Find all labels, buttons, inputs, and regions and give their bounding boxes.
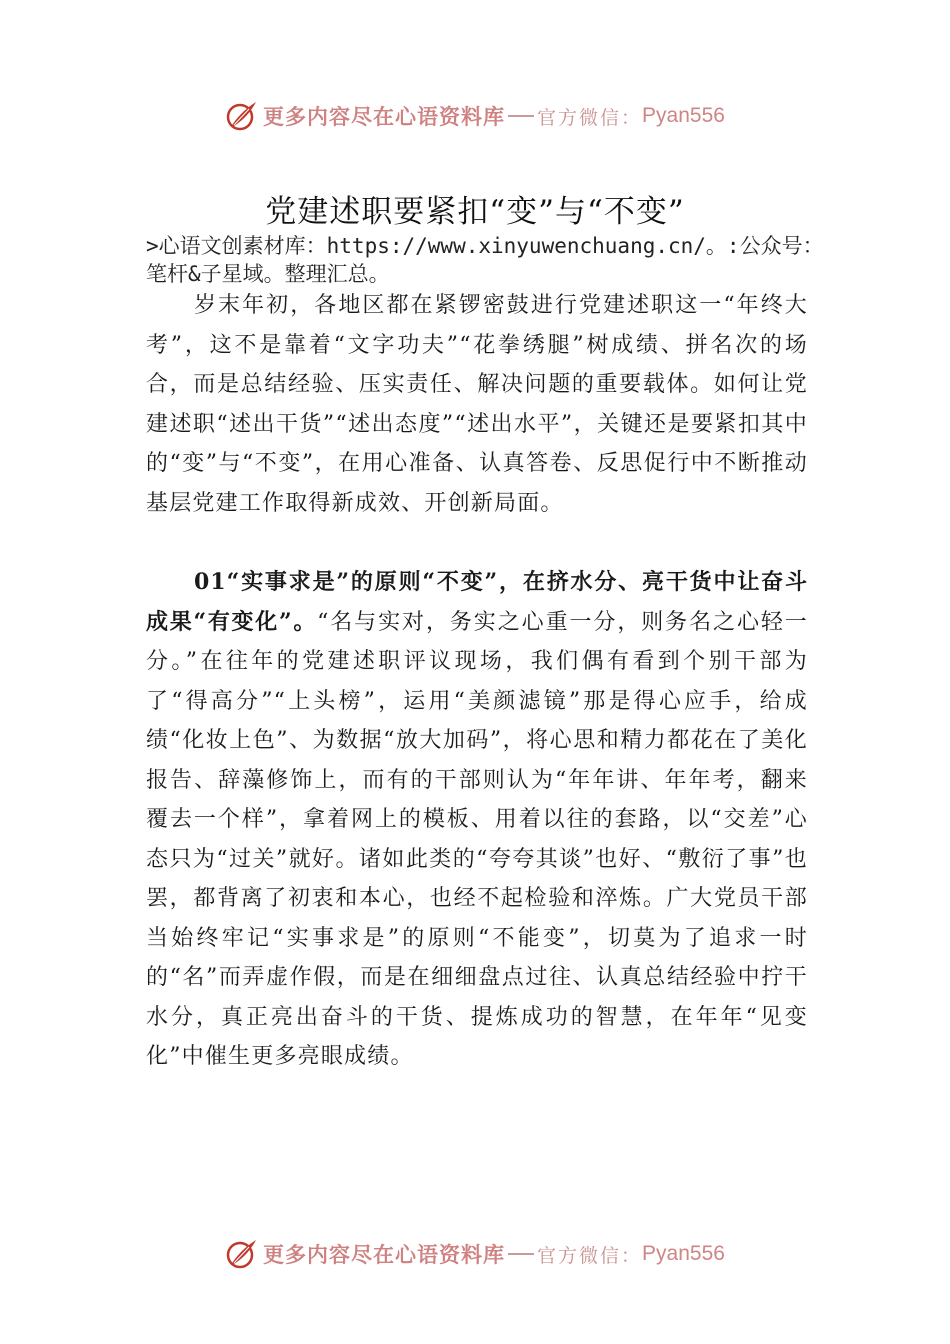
banner-brand-text: 更多内容尽在心语资料库 xyxy=(263,104,506,129)
banner-wechat-label: 官方微信： xyxy=(537,1244,643,1267)
banner-brand-text: 更多内容尽在心语资料库 xyxy=(263,1242,506,1267)
banner-wechat-handle: Pyan556 xyxy=(642,104,725,127)
section-1-body: “名与实对，务实之心重一分，则务名之心轻一分。”在往年的党建述职评议现场，我们偶有看到个别干部为了“得高分”“上头榜”，运用“美颜滤镜”那是得心应手，给成绩“化妆上色”、为数据“放大加码”，将心思和精力都花在了美化报告、辞藻修饰上，而有的干部则认为“年年讲、年年考，翻来覆去一个样”，拿着网上的模板、用着以往的套路，以“交差”心态只为“过关”就好。诸如此类的“夸夸其谈”也好、“敷衍了事”也罢，都背离了初衷和本心，也经不起检验和淬炼。广大党员干部当始终牢记“实事求是”的原则“不能变”，切莫为了追求一时的“名”而弄虚作假，而是在细细盘点过往、认真总结经验中拧干水分，真正亮出奋斗的干货、提炼成功的智慧，在年年“见变化”中催生更多亮眼成绩。 xyxy=(146,609,808,1069)
banner-divider xyxy=(508,115,534,117)
header-banner xyxy=(0,96,950,136)
quill-pen-logo-icon xyxy=(225,1237,259,1271)
banner-wechat-handle: Pyan556 xyxy=(642,1242,725,1265)
footer-banner xyxy=(0,1234,950,1274)
source-note: >心语文创素材库：https://www.xinyuwenchuang.cn/。:公众号：笔杆&子星域。整理汇总。 xyxy=(146,234,824,286)
document-title: 党建述职要紧扣“变”与“不变” xyxy=(265,194,685,230)
quill-pen-logo-icon xyxy=(225,99,259,133)
section-1-heading: 01“实事求是”的原则“不变”，在挤水分、亮干货中让奋斗成果“有变化”。 xyxy=(146,569,808,635)
banner-divider xyxy=(508,1253,534,1255)
section-1-paragraph xyxy=(146,563,808,1077)
intro-paragraph: 岁末年初，各地区都在紧锣密鼓进行党建述职这一“年终大考”，这不是靠着“文字功夫”“花拳绣腿”树成绩、拼名次的场合，而是总结经验、压实责任、解决问题的重要载体。如何让党建述职“述出干货”“述出态度”“述出水平”，关键还是要紧扣其中的“变”与“不变”，在用心准备、认真答卷、反思促行中不断推动基层党建工作取得新成效、开创新局面。 xyxy=(146,293,808,516)
banner-wechat-label: 官方微信： xyxy=(537,106,643,129)
